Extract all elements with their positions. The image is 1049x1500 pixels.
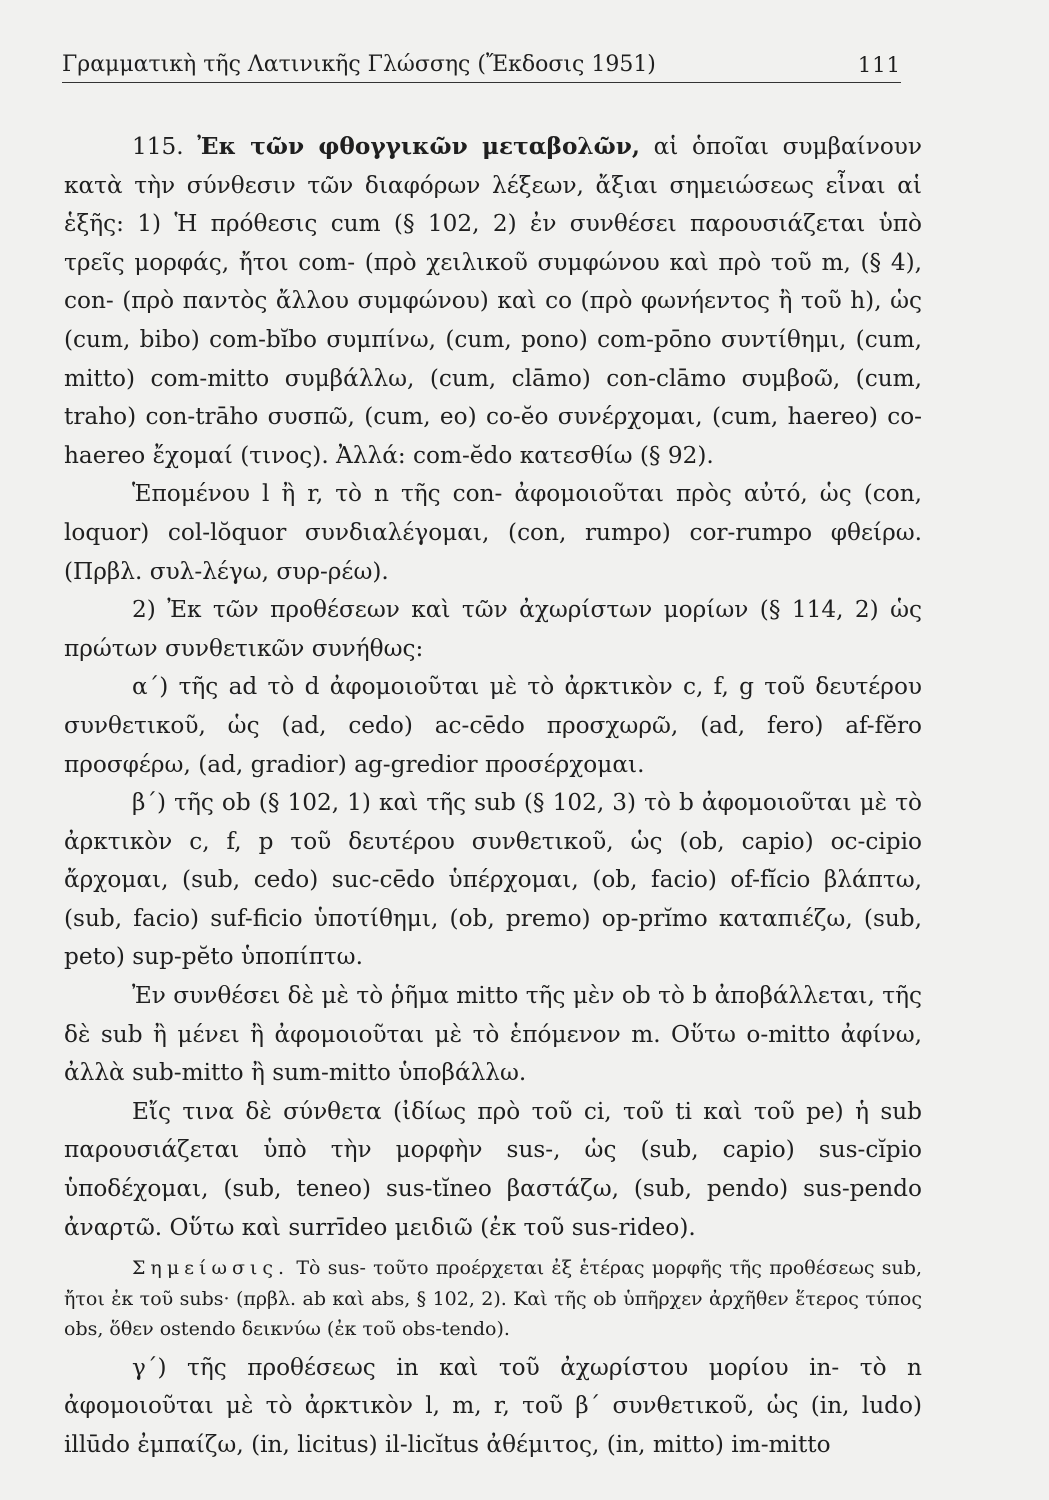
paragraph: Ἐν συνθέσει δὲ μὲ τὸ ῥῆμα mitto τῆς μὲν ob τὸ b ἀποβάλλεται, τῆς δὲ sub ἢ μένει ἢ ἀφομοιοῦται μὲ τὸ ἑπόμενον m. Οὕτω o-mitto ἀφίνω, ἀλλὰ sub-mitto ἢ sum-mitto ὑποβάλλω. [64,982,922,1087]
section-number: 115. [132,133,184,160]
paragraph: α΄) τῆς ad τὸ d ἀφομοιοῦται μὲ τὸ ἀρκτικὸν c, f, g τοῦ δευτέρου συνθετικοῦ, ὡς (ad, cedo) ac-cēdo προσχωρῶ, (ad, fero) af-fĕro προσφέρω, (ad, gradior) ag-gredior προσέρχομαι. [64,673,922,778]
section-115 [64,128,922,475]
page-number: 111 [857,53,901,77]
book-title: Γραμματικὴ τῆς Λατινικῆς Γλώσσης (Ἔκδοσις 1951) [62,52,656,77]
paragraph: Ἑπομένου l ἢ r, τὸ n τῆς con- ἀφομοιοῦται πρὸς αὐτό, ὡς (con, loquor) col-lŏquor συνδιαλέγομαι, (con, rumpo) cor-rumpo φθείρω. (Πρβλ. συλ-λέγω, συρ-ρέω). [64,480,922,585]
running-header [62,52,901,83]
note-text: Τὸ sus- τοῦτο προέρχεται ἐξ ἑτέρας μορφῆς τῆς προθέσεως sub, ἤτοι ἐκ τοῦ subs· (πρβλ. ab καὶ abs, § 102, 2). Καὶ τῆς ob ὑπῆρχεν ἀρχῆθεν ἕτερος τύπος obs, ὅθεν ostendo δεικνύω (ἐκ τοῦ obs-tendo). [64,1257,922,1341]
section-heading: Ἐκ τῶν φθογγικῶν μεταβολῶν, [197,133,640,160]
paragraph: γ΄) τῆς προθέσεως in καὶ τοῦ ἀχωρίστου μορίου in- τὸ n ἀφομοιοῦται μὲ τὸ ἀρκτικὸν l, m, r, τοῦ β΄ συνθετικοῦ, ὡς (in, ludo) illūdo ἐμπαίζω, (in, licitus) il-licĭtus ἀθέμιτος, (in, mitto) im-mitto [64,1353,922,1458]
section-text: αἱ ὁποῖαι συμβαίνουν κατὰ τὴν σύνθεσιν τῶν διαφόρων λέξεων, ἄξιαι σημειώσεως εἶναι αἱ ἑξῆς: 1) Ἡ πρόθεσις cum (§ 102, 2) ἐν συνθέσει παρουσιάζεται ὑπὸ τρεῖς μορφάς, ἤτοι com- (πρὸ χειλικοῦ συμφώνου καὶ πρὸ τοῦ m, (§ 4), con- (πρὸ παντὸς ἄλλου συμφώνου) καὶ co (πρὸ φωνήεντος ἢ τοῦ h), ὡς (cum, bibo) com-bĭbo συμπίνω, (cum, pono) com-pōno συντίθημι, (cum, mitto) com-mitto συμβάλλω, (cum, clāmo) con-clāmo συμβοῶ, (cum, traho) con-trāho συσπῶ, (cum, eo) co-ĕo συνέρχομαι, (cum, haereo) co-haereo ἔχομαί (τινος). Ἀλλά: com-ĕdo κατεσθίω (§ 92). [64,133,922,469]
paragraph: Εἴς τινα δὲ σύνθετα (ἰδίως πρὸ τοῦ ci, τοῦ ti καὶ τοῦ pe) ἡ sub παρουσιάζεται ὑπὸ τὴν μορφὴν sus-, ὡς (sub, capio) sus-cĭpio ὑποδέχομαι, (sub, teneo) sus-tĭneo βαστάζω, (sub, pendo) sus-pendo ἀναρτῶ. Οὕτω καὶ surrīdeo μειδιῶ (ἐκ τοῦ sus-rideo). [64,1097,922,1241]
paragraph: 2) Ἐκ τῶν προθέσεων καὶ τῶν ἀχωρίστων μορίων (§ 114, 2) ὡς πρώτων συνθετικῶν συνήθως: [64,596,922,662]
note [64,1253,922,1345]
paragraph: β΄) τῆς ob (§ 102, 1) καὶ τῆς sub (§ 102, 3) τὸ b ἀφομοιοῦται μὲ τὸ ἀρκτικὸν c, f, p τοῦ δευτέρου συνθετικοῦ, ὡς (ob, capio) oc-cipio ἄρχομαι, (sub, cedo) suc-cēdo ὑπέρχομαι, (ob, facio) of-fĭcio βλάπτω, (sub, facio) suf-ficio ὑποτίθημι, (ob, premo) op-prĭmo καταπιέζω, (sub, peto) sup-pĕto ὑποπίπτω. [64,789,922,971]
note-label: Σημείωσις. [132,1257,290,1280]
main-text [64,128,922,1465]
